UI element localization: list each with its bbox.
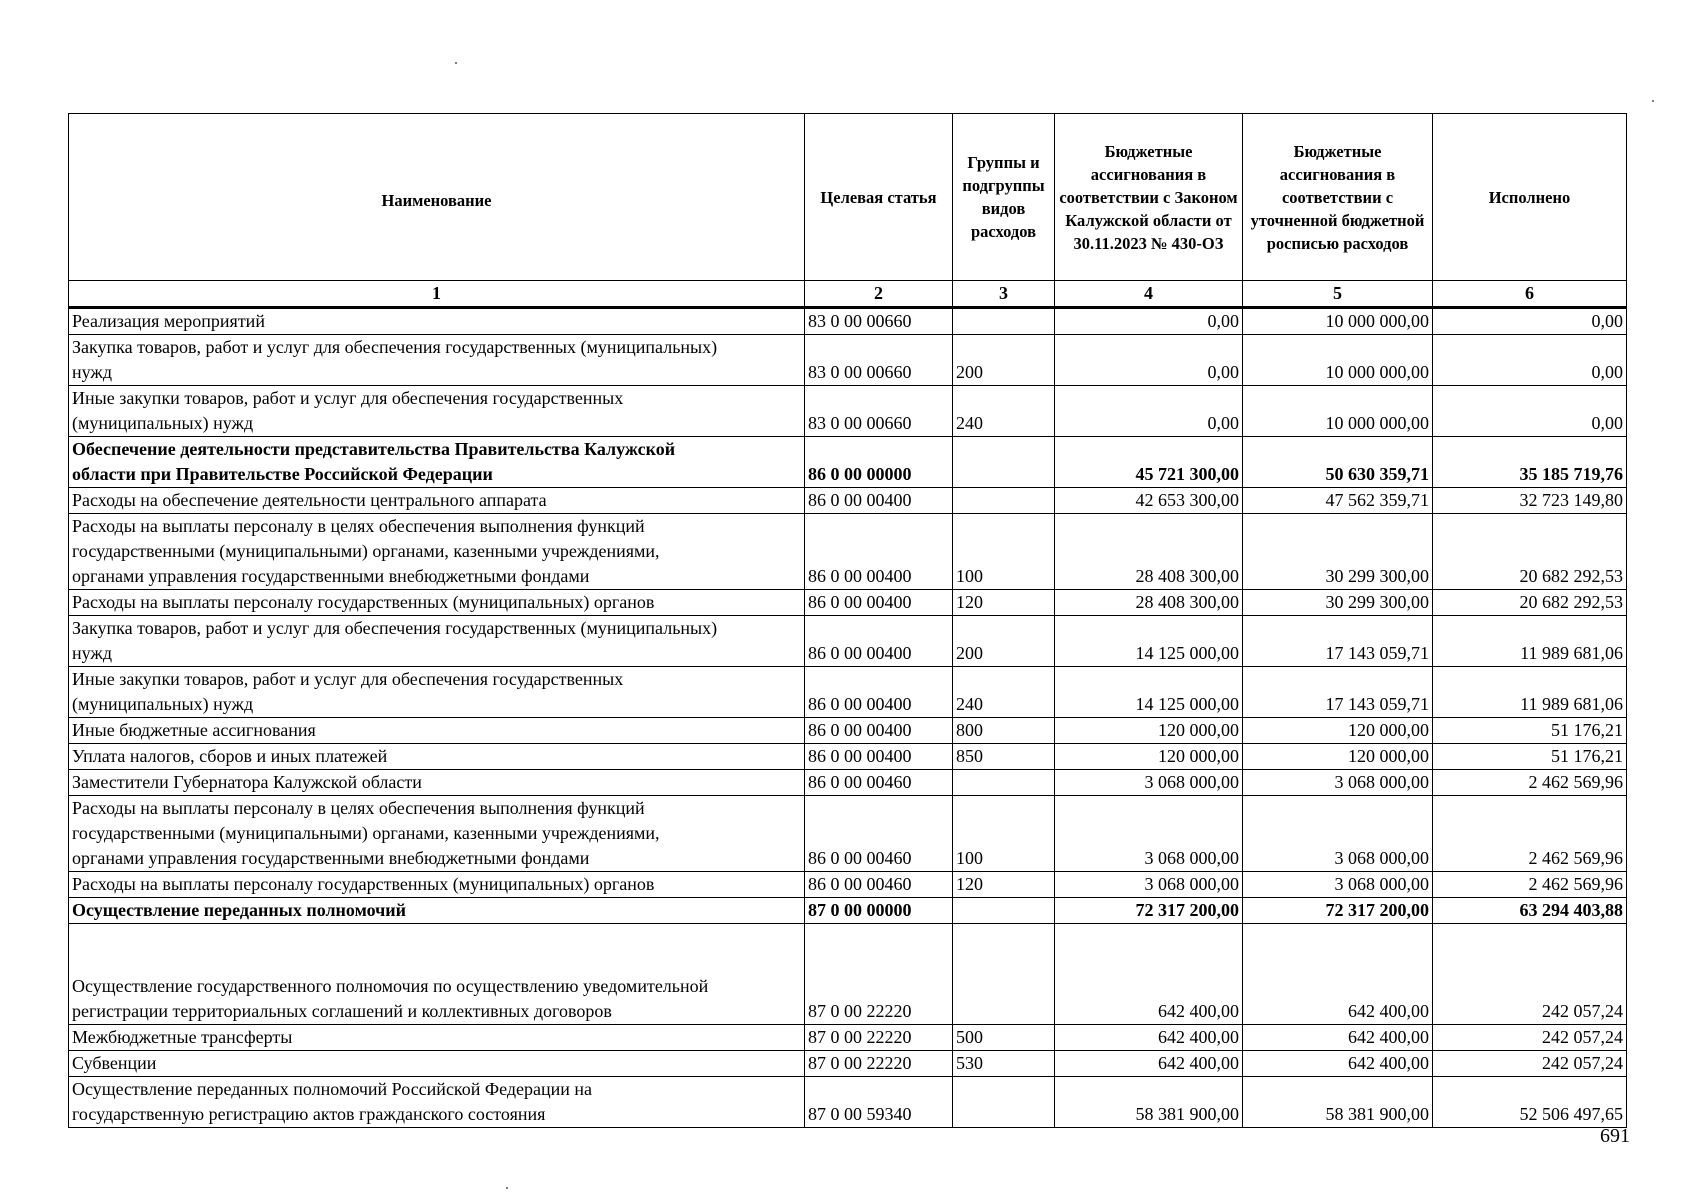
cell-name: Расходы на выплаты персоналу государственных (муниципальных) органов <box>69 590 805 616</box>
cell-refined-allocation: 58 381 900,00 <box>1243 1077 1433 1128</box>
cell-expense-group <box>953 924 1055 1025</box>
table-row <box>69 796 1627 872</box>
cell-refined-allocation: 642 400,00 <box>1243 1025 1433 1051</box>
scan-speck <box>455 62 457 64</box>
cell-target-article: 87 0 00 22220 <box>805 1025 953 1051</box>
cell-target-article: 86 0 00 00400 <box>805 667 953 718</box>
cell-law-allocation: 58 381 900,00 <box>1055 1077 1243 1128</box>
cell-law-allocation: 14 125 000,00 <box>1055 616 1243 667</box>
cell-name: Расходы на обеспечение деятельности центрального аппарата <box>69 488 805 514</box>
cell-name: Расходы на выплаты персоналу в целях обеспечения выполнения функций государственными (муниципальными) органами, казенными учреждениями, органами управления государственными внебюджетными фондами <box>69 796 805 872</box>
budget-table <box>68 113 1627 1128</box>
column-number: 5 <box>1243 281 1433 308</box>
cell-target-article: 86 0 00 00400 <box>805 616 953 667</box>
cell-refined-allocation: 30 299 300,00 <box>1243 514 1433 590</box>
cell-refined-allocation: 17 143 059,71 <box>1243 667 1433 718</box>
cell-executed: 242 057,24 <box>1433 1025 1627 1051</box>
cell-target-article: 87 0 00 22220 <box>805 924 953 1025</box>
cell-refined-allocation: 120 000,00 <box>1243 744 1433 770</box>
cell-name: Реализация мероприятий <box>69 308 805 335</box>
cell-name: Межбюджетные трансферты <box>69 1025 805 1051</box>
cell-target-article: 86 0 00 00400 <box>805 590 953 616</box>
cell-refined-allocation: 10 000 000,00 <box>1243 386 1433 437</box>
cell-law-allocation: 72 317 200,00 <box>1055 898 1243 924</box>
page-number: 691 <box>1600 1125 1630 1147</box>
cell-law-allocation: 0,00 <box>1055 308 1243 335</box>
table-row <box>69 718 1627 744</box>
cell-target-article: 87 0 00 22220 <box>805 1051 953 1077</box>
cell-law-allocation: 120 000,00 <box>1055 744 1243 770</box>
table-row <box>69 770 1627 796</box>
cell-target-article: 83 0 00 00660 <box>805 386 953 437</box>
cell-law-allocation: 642 400,00 <box>1055 1025 1243 1051</box>
cell-refined-allocation: 10 000 000,00 <box>1243 335 1433 386</box>
cell-refined-allocation: 17 143 059,71 <box>1243 616 1433 667</box>
header-expense-groups: Группы и подгруппы видов расходов <box>953 114 1055 281</box>
cell-executed: 242 057,24 <box>1433 924 1627 1025</box>
cell-expense-group: 240 <box>953 386 1055 437</box>
cell-name: Уплата налогов, сборов и иных платежей <box>69 744 805 770</box>
table-row <box>69 1051 1627 1077</box>
scan-speck <box>1652 100 1654 102</box>
table-row <box>69 1077 1627 1128</box>
table-row <box>69 924 1627 1025</box>
cell-target-article: 86 0 00 00400 <box>805 488 953 514</box>
cell-executed: 51 176,21 <box>1433 744 1627 770</box>
cell-expense-group: 800 <box>953 718 1055 744</box>
table-row <box>69 386 1627 437</box>
cell-expense-group: 100 <box>953 514 1055 590</box>
column-number: 1 <box>69 281 805 308</box>
cell-refined-allocation: 3 068 000,00 <box>1243 872 1433 898</box>
table-row <box>69 1025 1627 1051</box>
cell-law-allocation: 3 068 000,00 <box>1055 872 1243 898</box>
cell-refined-allocation: 30 299 300,00 <box>1243 590 1433 616</box>
cell-expense-group: 100 <box>953 796 1055 872</box>
cell-executed: 20 682 292,53 <box>1433 590 1627 616</box>
cell-executed: 2 462 569,96 <box>1433 770 1627 796</box>
cell-law-allocation: 3 068 000,00 <box>1055 796 1243 872</box>
cell-expense-group: 200 <box>953 335 1055 386</box>
cell-name: Осуществление переданных полномочий <box>69 898 805 924</box>
cell-expense-group <box>953 488 1055 514</box>
cell-expense-group <box>953 898 1055 924</box>
cell-refined-allocation: 3 068 000,00 <box>1243 770 1433 796</box>
cell-name: Закупка товаров, работ и услуг для обеспечения государственных (муниципальных) нужд <box>69 616 805 667</box>
cell-name: Иные закупки товаров, работ и услуг для обеспечения государственных (муниципальных) нужд <box>69 386 805 437</box>
table-row <box>69 488 1627 514</box>
table-row <box>69 872 1627 898</box>
cell-name: Иные бюджетные ассигнования <box>69 718 805 744</box>
cell-executed: 2 462 569,96 <box>1433 872 1627 898</box>
cell-executed: 0,00 <box>1433 386 1627 437</box>
cell-target-article: 86 0 00 00000 <box>805 437 953 488</box>
table-row <box>69 590 1627 616</box>
cell-expense-group <box>953 308 1055 335</box>
cell-target-article: 86 0 00 00400 <box>805 514 953 590</box>
cell-law-allocation: 28 408 300,00 <box>1055 590 1243 616</box>
cell-law-allocation: 642 400,00 <box>1055 924 1243 1025</box>
cell-target-article: 83 0 00 00660 <box>805 308 953 335</box>
cell-expense-group: 120 <box>953 872 1055 898</box>
cell-expense-group: 500 <box>953 1025 1055 1051</box>
cell-target-article: 86 0 00 00400 <box>805 718 953 744</box>
cell-target-article: 86 0 00 00460 <box>805 770 953 796</box>
column-number: 3 <box>953 281 1055 308</box>
cell-expense-group: 200 <box>953 616 1055 667</box>
table-body <box>69 308 1627 1128</box>
column-number: 4 <box>1055 281 1243 308</box>
table-row <box>69 514 1627 590</box>
cell-executed: 2 462 569,96 <box>1433 796 1627 872</box>
table-row <box>69 437 1627 488</box>
cell-executed: 11 989 681,06 <box>1433 667 1627 718</box>
cell-executed: 35 185 719,76 <box>1433 437 1627 488</box>
cell-executed: 242 057,24 <box>1433 1051 1627 1077</box>
cell-expense-group <box>953 437 1055 488</box>
cell-target-article: 86 0 00 00460 <box>805 796 953 872</box>
column-number-row <box>69 281 1627 308</box>
cell-refined-allocation: 50 630 359,71 <box>1243 437 1433 488</box>
cell-refined-allocation: 10 000 000,00 <box>1243 308 1433 335</box>
cell-executed: 0,00 <box>1433 335 1627 386</box>
cell-expense-group <box>953 1077 1055 1128</box>
table-row <box>69 744 1627 770</box>
cell-executed: 63 294 403,88 <box>1433 898 1627 924</box>
cell-expense-group: 240 <box>953 667 1055 718</box>
cell-refined-allocation: 642 400,00 <box>1243 1051 1433 1077</box>
table-row <box>69 616 1627 667</box>
scan-speck <box>506 1187 508 1189</box>
cell-law-allocation: 45 721 300,00 <box>1055 437 1243 488</box>
cell-executed: 32 723 149,80 <box>1433 488 1627 514</box>
cell-name: Иные закупки товаров, работ и услуг для обеспечения государственных (муниципальных) нужд <box>69 667 805 718</box>
cell-name: Осуществление переданных полномочий Российской Федерации на государственную регистрацию актов гражданского состояния <box>69 1077 805 1128</box>
table-row <box>69 667 1627 718</box>
cell-executed: 52 506 497,65 <box>1433 1077 1627 1128</box>
cell-name: Расходы на выплаты персоналу в целях обеспечения выполнения функций государственными (муниципальными) органами, казенными учреждениями, органами управления государственными внебюджетными фондами <box>69 514 805 590</box>
column-number: 6 <box>1433 281 1627 308</box>
cell-executed: 11 989 681,06 <box>1433 616 1627 667</box>
cell-executed: 51 176,21 <box>1433 718 1627 744</box>
table-row <box>69 898 1627 924</box>
cell-name: Субвенции <box>69 1051 805 1077</box>
cell-law-allocation: 14 125 000,00 <box>1055 667 1243 718</box>
cell-law-allocation: 642 400,00 <box>1055 1051 1243 1077</box>
cell-expense-group: 530 <box>953 1051 1055 1077</box>
table-row <box>69 308 1627 335</box>
cell-name: Обеспечение деятельности представительства Правительства Калужской области при Правительстве Российской Федерации <box>69 437 805 488</box>
cell-name: Осуществление государственного полномочия по осуществлению уведомительной регистрации территориальных соглашений и коллективных договоров <box>69 924 805 1025</box>
header-row <box>69 114 1627 281</box>
cell-law-allocation: 3 068 000,00 <box>1055 770 1243 796</box>
cell-refined-allocation: 3 068 000,00 <box>1243 796 1433 872</box>
cell-name: Заместители Губернатора Калужской области <box>69 770 805 796</box>
cell-name: Закупка товаров, работ и услуг для обеспечения государственных (муниципальных) нужд <box>69 335 805 386</box>
header-target-article: Целевая статья <box>805 114 953 281</box>
cell-expense-group: 850 <box>953 744 1055 770</box>
cell-name: Расходы на выплаты персоналу государственных (муниципальных) органов <box>69 872 805 898</box>
cell-law-allocation: 0,00 <box>1055 386 1243 437</box>
cell-refined-allocation: 120 000,00 <box>1243 718 1433 744</box>
header-refined-allocations: Бюджетные ассигнования в соответствии с уточненной бюджетной росписью расходов <box>1243 114 1433 281</box>
cell-target-article: 86 0 00 00460 <box>805 872 953 898</box>
header-law-allocations: Бюджетные ассигнования в соответствии с Законом Калужской области от 30.11.2023 № 430-ОЗ <box>1055 114 1243 281</box>
cell-refined-allocation: 72 317 200,00 <box>1243 898 1433 924</box>
cell-law-allocation: 28 408 300,00 <box>1055 514 1243 590</box>
header-executed: Исполнено <box>1433 114 1627 281</box>
cell-refined-allocation: 47 562 359,71 <box>1243 488 1433 514</box>
cell-expense-group: 120 <box>953 590 1055 616</box>
header-name: Наименование <box>69 114 805 281</box>
cell-executed: 0,00 <box>1433 308 1627 335</box>
cell-target-article: 83 0 00 00660 <box>805 335 953 386</box>
column-number: 2 <box>805 281 953 308</box>
cell-law-allocation: 120 000,00 <box>1055 718 1243 744</box>
cell-law-allocation: 42 653 300,00 <box>1055 488 1243 514</box>
cell-refined-allocation: 642 400,00 <box>1243 924 1433 1025</box>
table-row <box>69 335 1627 386</box>
cell-target-article: 87 0 00 00000 <box>805 898 953 924</box>
cell-target-article: 87 0 00 59340 <box>805 1077 953 1128</box>
cell-expense-group <box>953 770 1055 796</box>
cell-target-article: 86 0 00 00400 <box>805 744 953 770</box>
cell-law-allocation: 0,00 <box>1055 335 1243 386</box>
cell-executed: 20 682 292,53 <box>1433 514 1627 590</box>
